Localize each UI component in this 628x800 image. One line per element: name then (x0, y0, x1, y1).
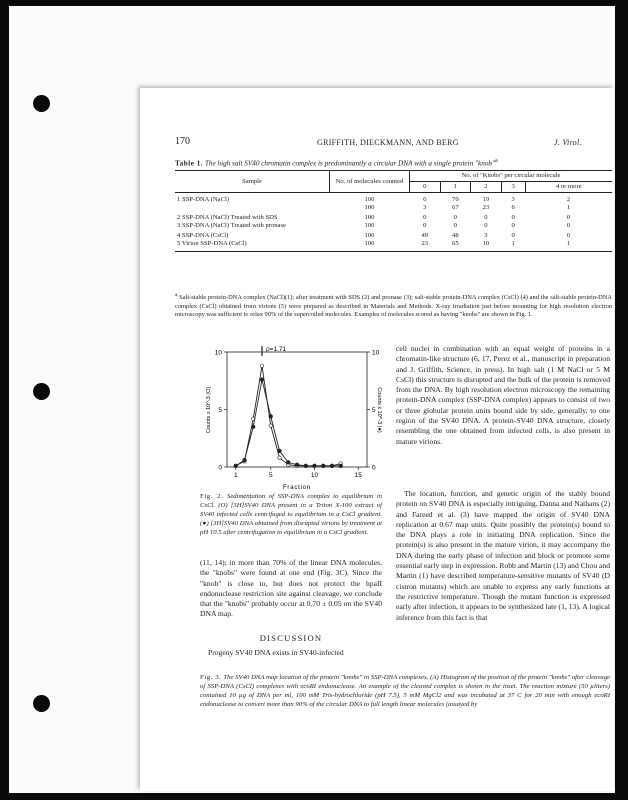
cell-knob: 70 (452, 196, 459, 203)
cell-knob: 48 (452, 232, 459, 239)
cell-knob: 6 (511, 204, 515, 211)
table-label: Table 1. (175, 159, 204, 168)
cell-knob: 67 (452, 204, 459, 211)
knob-col: 0 (410, 182, 441, 193)
table-row (175, 212, 612, 222)
col-molecules: No. of molecules counted (330, 171, 410, 193)
cell-count: 100 (364, 204, 375, 211)
cell-knob: 19 (482, 196, 490, 203)
y-tick-label-right: 0 (372, 464, 376, 472)
cell-sample (175, 204, 330, 212)
chart-series (234, 364, 343, 468)
y-axis-label-right: Counts x 10^-3 (●) (376, 387, 382, 433)
cell-knob: 3 (423, 204, 427, 211)
cell-knob: 49 (421, 232, 429, 239)
y-tick-label-right: 10 (372, 349, 380, 357)
punch-hole-top (33, 95, 50, 112)
y-tick-label-right: 5 (372, 406, 376, 414)
knob-col: 4 or more (525, 182, 612, 193)
table-row (175, 193, 612, 205)
cell-knob: 0 (566, 232, 571, 239)
y-tick-label-left: 0 (218, 464, 222, 472)
col-sample: Sample (175, 171, 330, 193)
x-tick-label: 5 (268, 472, 273, 479)
cell-knob: 1 (566, 240, 571, 247)
cell-knob: 2 (566, 196, 571, 203)
data-point-filled (339, 464, 343, 468)
running-head: GRIFFITH, DIECKMANN, AND BERG (317, 138, 459, 147)
cell-sample: 3 SSP-DNA (NaCl) Treated with pronase (177, 222, 286, 229)
section-heading: DISCUSSION (259, 633, 323, 643)
data-table (175, 170, 612, 252)
table-footnote: $^a$ Salt-stable protein-DNA complex (NaCl)(1); after treatment with SDS (2) and pronase (3); salt-stable protein-DNA complex (CsCl) (4) and the salt-stable protein-DNA complex (CsCl) obtained from virions (5) were prepared as described in Materials and Methods. X-ray irradiation just before mounting for high resolution electron microscopy was sufficient to relax 90% of the supercoiled molecules. Examples of molecules scored as having "knobs" are shown in Fig. 1. (175, 292, 612, 318)
cell-knob: 3 (511, 196, 515, 203)
data-point-filled (251, 425, 255, 429)
plot-frame (227, 352, 367, 467)
data-point-open (260, 364, 264, 368)
fig3-caption-text: The SV40 DNA map location of the protein "knobs" in SSP-DNA complexes. (A) Histogram of the position of the protein "knobs" after cleavage of SSP-DNA (CsCl) complexes with ecoRI endonuclease. An example of the cleaved complex is shown in the inset. The reaction mixture (50 µliters) contained 10 µg of DNA per ml, 100 mM Tris-hydrochloride (pH 7.5), 5 mM MgCl2 and was incubated at 37 C for 20 min with enough ecoRI endonuclease to convert more than 90% of the circular DNA to full length linear molecules (assayed by (200, 674, 611, 708)
cell-knob: 0 (566, 222, 571, 229)
cell-knob: 10 (482, 240, 490, 247)
series-line-open (236, 366, 341, 466)
fig2-caption-text: Sedimentation of SSP-DNA complex to equilibrium in CsCl. (O) [3H]SV40 DNA present in a Triton X-100 extract of SV40 infected cells centrifuged to equilibrium in a CsCl gradient. (●) [3H]SV40 DNA obtained from disrupted virions by treatment at pH 10.5 after centrifugation to equilibrium in a CsCl gradient. (200, 493, 383, 536)
cell-knob: 23 (421, 240, 429, 247)
data-point-filled (313, 464, 317, 468)
table-footnote-text: Salt-stable protein-DNA complex (NaCl)(1); after treatment with SDS (2) and pronase (3); salt-stable protein-DNA complex (CsCl) (4) and the salt-stable protein-DNA complex (CsCl) obtained from virions (5) were prepared as described in Materials and Methods. X-ray irradiation just before mounting for high resolution electron microscopy was sufficient to relax 90% of the supercoiled molecules. Examples of molecules scored as having "knobs" are shown in Fig. 1. (175, 294, 612, 318)
x-tick-label: 10 (310, 472, 319, 479)
table-caption-text: The high salt SV40 chromatin complex is predominantly a circular DNA with a single protein "knob" (204, 159, 496, 168)
cell-knob: 0 (511, 232, 515, 239)
fig2-caption (200, 492, 382, 537)
right-paragraph-1: cell nuclei in combination with an equal weight of proteins in a chromatin-like structure (6, 17, Perez et al., manuscript in preparation and J. Griffith, Science, in press). In high salt (1 M NaCl or 5 M CsCl) this structure is disrupted and the bulk of the protein is removed from the DNA. By high resolution electron microscopy the remaining protein-DNA complex (SSP-DNA complex) appears to consist of two or three globular protein units bound side by side, generally, to one region of the SV40 DNA. A protein-SV40 DNA structure, closely resembling the one obtained from infected cells, is also present in mature virions. (396, 344, 610, 446)
data-point-filled (269, 415, 273, 419)
col-knobs: No. of "Knobs" per circular molecule (410, 171, 613, 182)
data-point-filled (286, 461, 290, 465)
y-tick-label-left: 5 (218, 406, 222, 414)
fig3-caption (200, 673, 610, 709)
data-point-filled (243, 458, 247, 462)
table-row (175, 230, 612, 240)
left-paragraph: (11, 14); in more than 70% of the linear DNA molecules, the "knobs" were found at one end (Fig. 3C). Since the "knob" is close to, but does not protect the hpaII endonuclease restriction site against cleavage, we conclude that the "knobs" probably occur at 0.70 ± 0.05 on the SV40 DNA map. (200, 558, 382, 619)
punch-hole-bottom (33, 695, 50, 712)
fig2-chart (200, 342, 382, 492)
cell-knob: 6 (423, 196, 427, 203)
data-point-filled (295, 463, 299, 467)
cell-knob: 0 (423, 222, 427, 229)
cell-count: 100 (364, 214, 375, 221)
cell-knob: 1 (511, 240, 515, 247)
x-tick-label: 15 (354, 472, 362, 479)
y-axis-label-left: Counts x 10^-3 (O) (206, 386, 212, 434)
cell-knob: 0 (453, 214, 457, 221)
y-tick-label-left: 10 (214, 349, 222, 357)
data-point-filled (278, 449, 282, 453)
cell-knob: 65 (452, 240, 459, 247)
table-row (175, 204, 612, 212)
cell-knob: 0 (566, 214, 571, 221)
series-line-filled (236, 380, 341, 466)
y-ticks (215, 349, 380, 471)
table-caption (175, 157, 615, 168)
cell-count: 100 (364, 232, 375, 239)
right-paragraph-2: The location, function, and genetic origin of the stably bound protein on SV40 DNA is especially intriguing. Danna and Nathans (2) and Fareed et al. (3) have mapped the origin of SV40 DNA replication at 0.67 map units. Quite possibly the protein(s) bound to the DNA plays a role in initiating DNA replication. Since the protein(s) is also present in the mature virion, it may accompany the DNA during the early phase of infection and block or promote some essential early step in expression. Robb and Martin (13) and Chou and Martin (1) have described temperature-sensitive mutants of SV40 (D cistron mutants) which are unable to express any early functions at the restrictive temperature. Though the mutant function is expressed early after infection, it appears to be synthesized late (1, 13). A logical inference from this fact is that (396, 489, 610, 622)
cell-sample: 5 Virion SSP-DNA (CsCl) (177, 240, 247, 247)
cell-sample: 2 SSP-DNA (NaCl) Treated with SDS (177, 214, 278, 221)
discussion-paragraph: Progeny SV40 DNA exists in SV40-infected (208, 648, 344, 657)
data-point-filled (321, 464, 325, 468)
cell-knob: 23 (482, 204, 490, 211)
cell-sample: 1 SSP-DNA (NaCl) (177, 196, 230, 203)
cell-sample: 4 SSP-DNA (CsCl) (177, 232, 229, 239)
data-point-filled (260, 378, 264, 382)
cell-knob: 0 (484, 222, 488, 229)
table-caption-mark: a (495, 158, 498, 164)
cell-knob: 1 (566, 204, 571, 211)
cell-count: 100 (364, 222, 375, 229)
data-point-open (269, 424, 273, 428)
cell-knob: 0 (453, 222, 457, 229)
punch-hole-middle (33, 383, 50, 400)
x-axis-label: Fraction (282, 485, 312, 491)
cell-knob: 0 (511, 222, 515, 229)
cell-knob: 0 (511, 214, 515, 221)
table-row (175, 222, 612, 230)
cell-knob: 0 (484, 214, 488, 221)
knob-col: 1 (440, 182, 471, 193)
cell-knob: 3 (484, 232, 488, 239)
fig3-label: Fig. 3. (200, 674, 222, 681)
density-marker-label: ρ=1.71 (266, 346, 287, 353)
data-point-filled (234, 464, 238, 468)
table-row (175, 240, 612, 252)
cell-knob: 0 (423, 214, 427, 221)
knob-col: 2 (471, 182, 502, 193)
data-point-filled (330, 464, 334, 468)
cell-count: 100 (364, 196, 375, 203)
data-point-open (278, 456, 282, 460)
journal-abbrev: J. Virol. (554, 138, 582, 147)
fig2-label: Fig. 2. (200, 493, 224, 500)
knob-col: 3 (501, 182, 525, 193)
x-tick-label: 1 (233, 472, 238, 479)
page-number: 170 (175, 136, 190, 147)
cell-count: 100 (364, 240, 375, 247)
data-point-filled (304, 464, 308, 468)
x-ticks (234, 467, 362, 479)
